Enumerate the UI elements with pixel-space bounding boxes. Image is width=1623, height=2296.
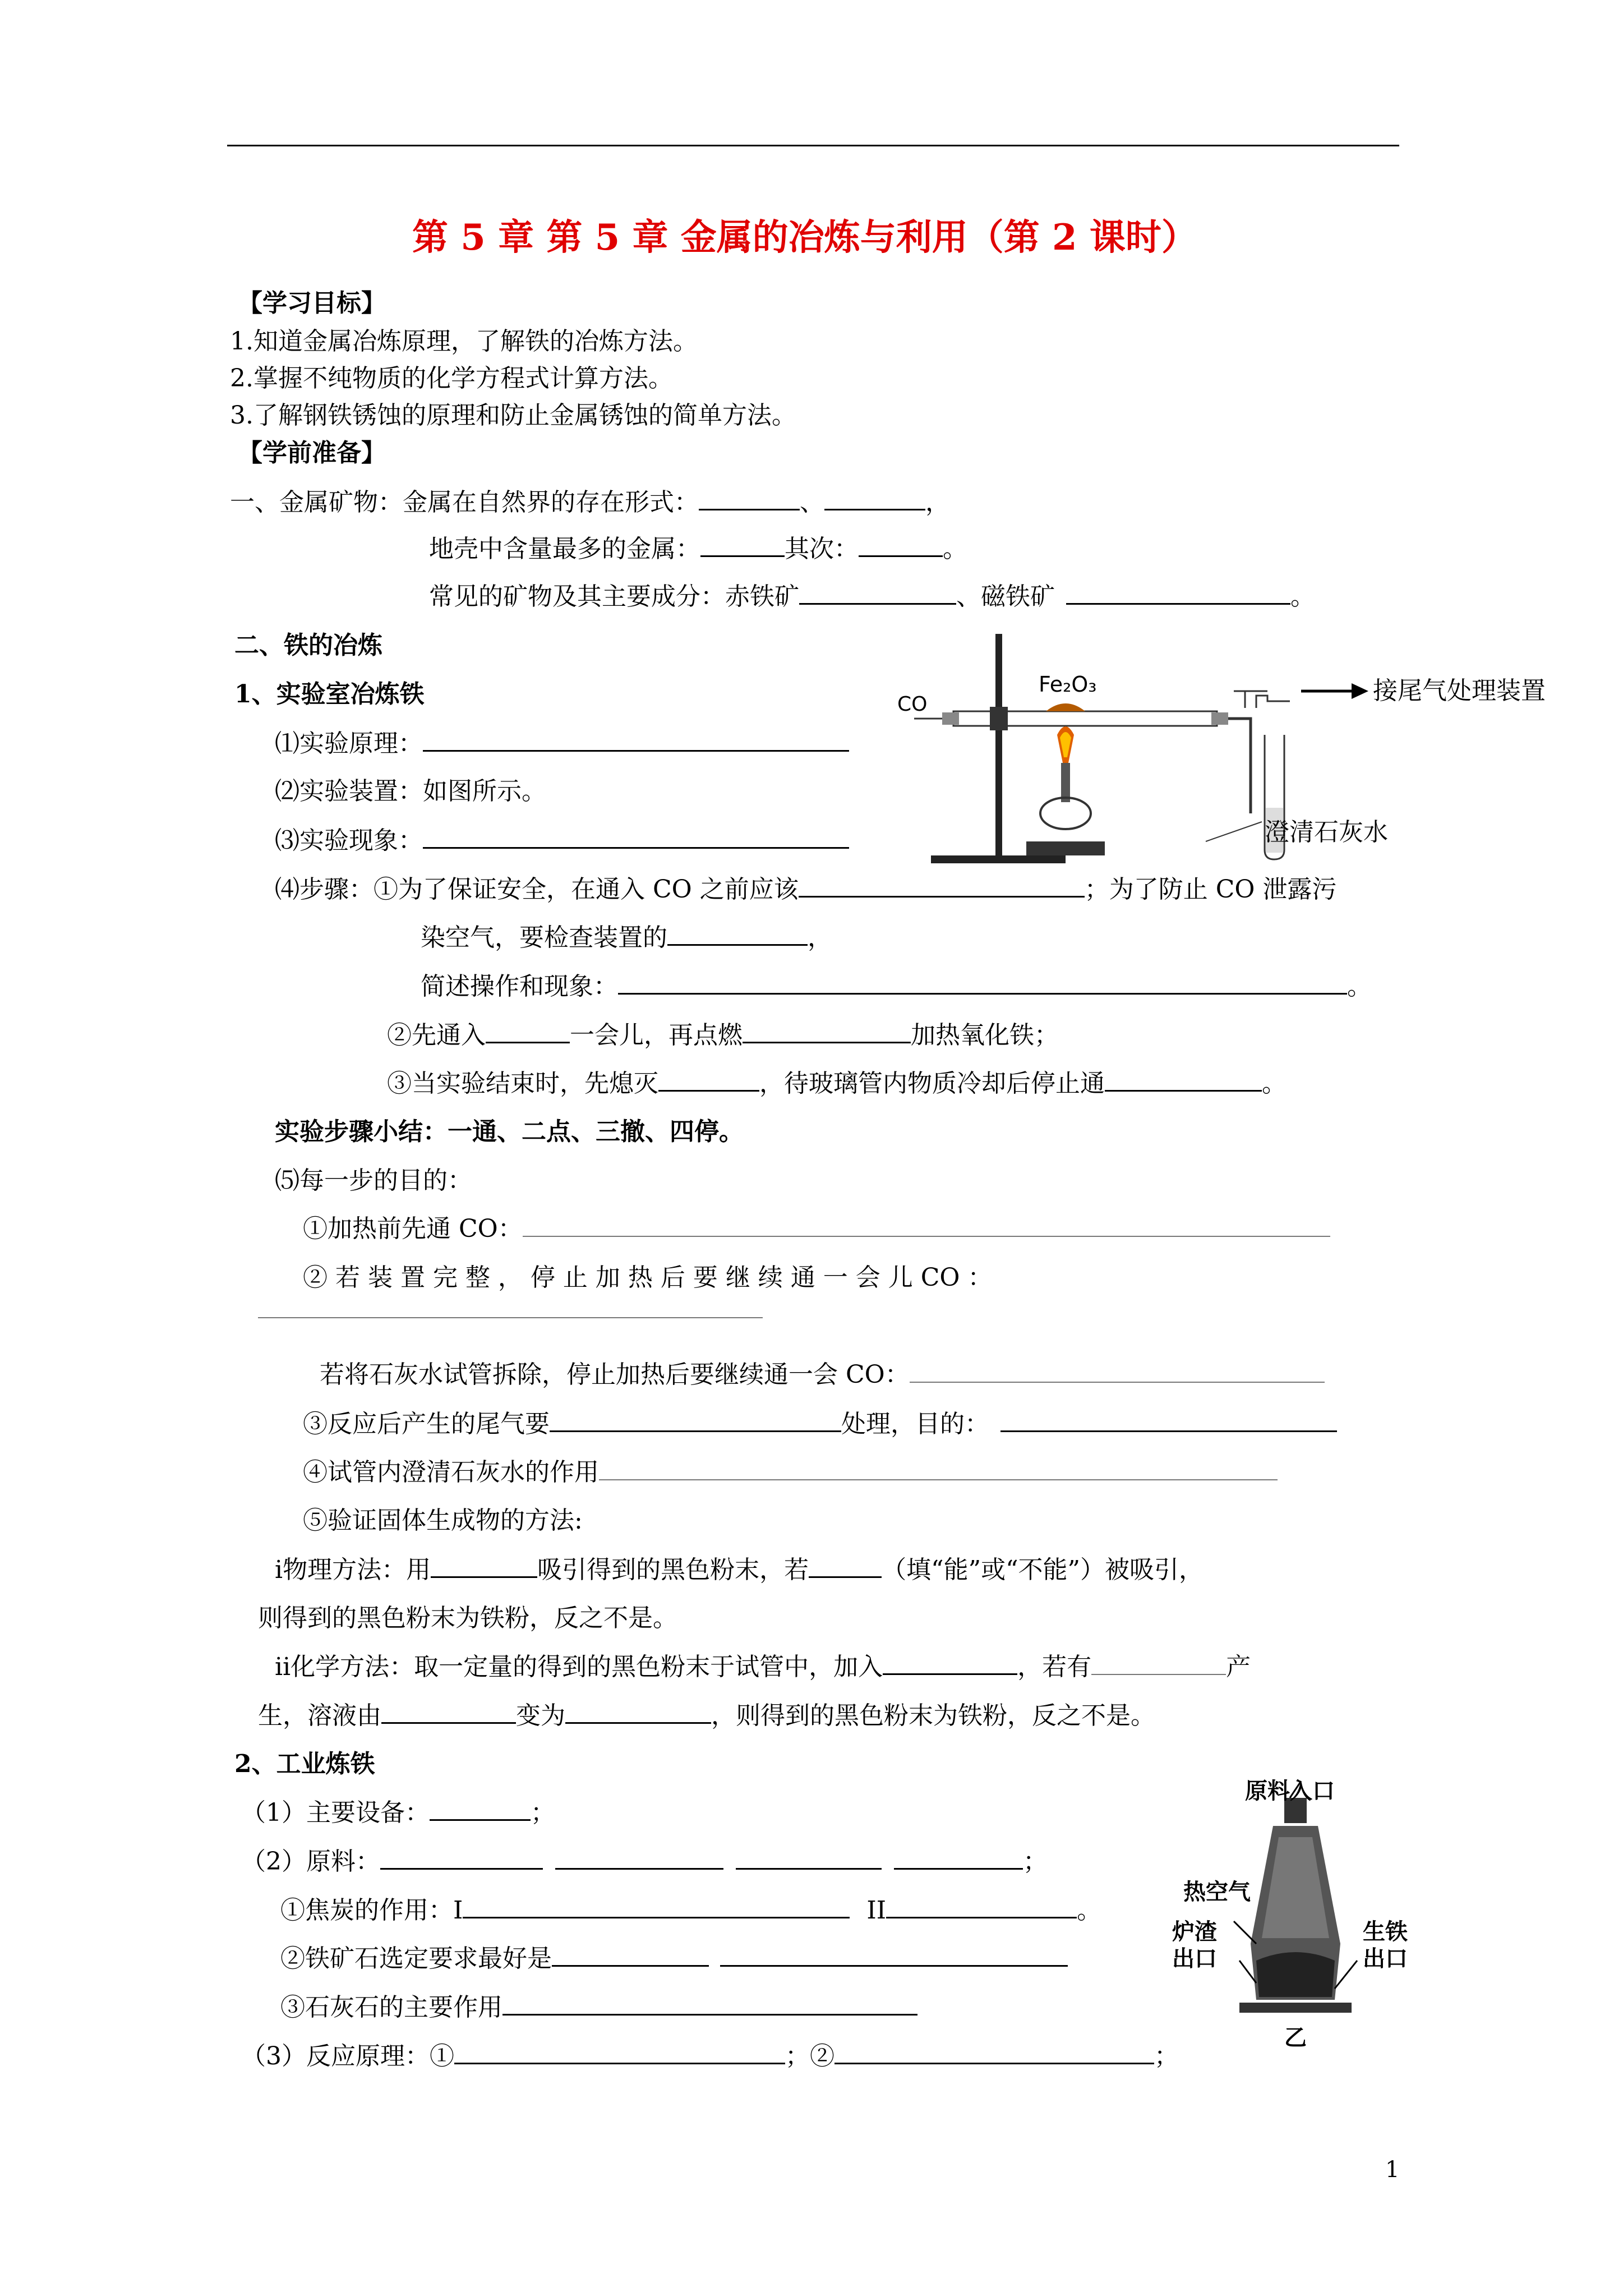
blank[interactable] (799, 873, 1085, 898)
blank[interactable] (555, 1846, 723, 1870)
blank[interactable] (859, 533, 943, 557)
step-4-line-2: 染空气，要检查装置的 ， (421, 922, 832, 954)
blast-furnace-diagram (1172, 1775, 1486, 2067)
blank[interactable] (1000, 1408, 1337, 1432)
step-5-line: ②先通入 一会儿，再点燃 加热氧化铁； (387, 1019, 1059, 1051)
limestone-role-line: ③石灰石的主要作用 (280, 1991, 917, 2023)
tail-gas-label: 接尾气处理装置 (1373, 677, 1546, 705)
co-label: CO (897, 693, 928, 716)
physical-method-line-2: 则得到的黑色粉末为铁粉，反之不是。 (258, 1604, 677, 1632)
blank[interactable] (1091, 1651, 1226, 1675)
blank[interactable] (381, 1700, 516, 1724)
blank[interactable] (423, 728, 849, 752)
blank[interactable] (599, 1457, 1278, 1480)
materials-line: （2）原料： ； (241, 1846, 1048, 1878)
industry-heading: 2、工业炼铁 (234, 1750, 375, 1778)
step-4-line-3: 简述操作和现象： 。 (421, 970, 1372, 1002)
step-6-line: ③当实验结束时，先熄灭 ，待玻璃管内物质冷却后停止通 。 (387, 1068, 1287, 1099)
purpose-3: ③反应后产生的尾气要 处理，目的： (303, 1408, 1337, 1440)
lab-heading: 1、实验室冶炼铁 (234, 680, 425, 708)
phenomenon-line: ⑶实验现象： (275, 825, 849, 857)
blank[interactable] (910, 1359, 1325, 1383)
purpose-2b: 若将石灰水试管拆除，停止加热后要继续通一会 CO： (320, 1359, 1325, 1391)
prep-line-2: 地壳中含量最多的金属： 其次： 。 (429, 533, 967, 565)
blank[interactable] (834, 2040, 1154, 2064)
blank[interactable] (883, 1651, 1017, 1675)
purpose-4: ④试管内澄清石灰水的作用 (303, 1457, 1278, 1488)
goal-item-1: 1.知道金属冶炼原理，了解铁的冶炼方法。 (230, 327, 698, 356)
header-rule (227, 145, 1399, 146)
page-number: 1 (1385, 2157, 1400, 2183)
blank[interactable] (1066, 581, 1290, 605)
equipment-line: （1）主要设备： ； (241, 1797, 555, 1829)
page-title: 第 5 章 第 5 章 金属的冶炼与利用（第 2 课时） (412, 217, 1197, 259)
blank[interactable] (658, 1068, 759, 1092)
prep-heading: 【学前准备】 (238, 439, 386, 467)
blank[interactable] (824, 486, 925, 510)
blank[interactable] (720, 1943, 1068, 1967)
purpose-2: ② 若 装 置 完 整 ， 停 止 加 热 后 要 继 续 通 一 会 儿 CO ： (303, 1263, 993, 1292)
blank[interactable] (423, 825, 849, 849)
physical-method-line-1: ⅰ物理方法：用 吸引得到的黑色粉末，若 （填“能”或“不能”）被吸引， (275, 1554, 1204, 1586)
step-4-line-1: ⑷步骤：①为了保证安全，在通入 CO 之前应该 ；为了防止 CO 泄露污 (275, 873, 1336, 905)
blank[interactable] (894, 1846, 1023, 1870)
blank[interactable] (700, 533, 785, 557)
blank[interactable] (618, 970, 1347, 995)
blank[interactable] (258, 1316, 763, 1318)
fe2o3-label: Fe₂O₃ (1039, 672, 1097, 697)
blank[interactable] (886, 1894, 1077, 1918)
goals-heading: 【学习目标】 (238, 289, 386, 318)
reaction-principle-line: （3）反应原理：① ；② ； (241, 2040, 1179, 2072)
limewater-label: 澄清石灰水 (1265, 818, 1388, 846)
slag-outlet-label: 炉渣出口 (1172, 1919, 1217, 1972)
goal-item-3: 3.了解钢铁锈蚀的原理和防止金属锈蚀的简单方法。 (230, 401, 796, 430)
blank[interactable] (736, 1846, 882, 1870)
steps-summary: 实验步骤小结：一通、二点、三撤、四停。 (275, 1117, 744, 1146)
chemical-method-line-2: 生，溶液由 变为 ，则得到的黑色粉末为铁粉，反之不是。 (258, 1700, 1155, 1732)
blank[interactable] (809, 1554, 882, 1578)
blank[interactable] (431, 1554, 537, 1578)
blank[interactable] (565, 1700, 711, 1724)
blank[interactable] (502, 1991, 917, 2016)
blank[interactable] (486, 1019, 570, 1043)
blank[interactable] (454, 2040, 785, 2064)
inlet-label: 原料入口 (1245, 1778, 1335, 1804)
chemical-method-line-1: ⅱ化学方法：取一定量的得到的黑色粉末于试管中，加入 ，若有 产 (275, 1651, 1251, 1683)
iron-heading: 二、铁的冶炼 (234, 631, 382, 660)
prep-line-3: 常见的矿物及其主要成分：赤铁矿 、磁铁矿 。 (429, 581, 1315, 613)
blank[interactable] (799, 581, 956, 605)
ore-requirement-line: ②铁矿石选定要求最好是 (280, 1943, 1068, 1975)
hot-air-label: 热空气 (1183, 1879, 1251, 1905)
prep-line-1: 一、金属矿物：金属在自然界的存在形式： 、 ， (230, 486, 950, 518)
figure-caption: 乙 (1284, 2025, 1307, 2051)
goal-item-2: 2.掌握不纯物质的化学方程式计算方法。 (230, 364, 673, 393)
blank[interactable] (667, 922, 808, 946)
blank[interactable] (523, 1213, 1330, 1237)
purpose-5: ⑤验证固体生成物的方法: (303, 1506, 583, 1535)
purpose-1: ①加热前先通 CO： (303, 1213, 1330, 1245)
apparatus-diagram (897, 628, 1509, 869)
blank[interactable] (430, 1797, 531, 1821)
blank[interactable] (699, 486, 800, 510)
coke-role-line: ①焦炭的作用：I II 。 (280, 1894, 1101, 1926)
blank[interactable] (743, 1019, 911, 1043)
blank[interactable] (1105, 1068, 1262, 1092)
principle-line: ⑴实验原理： (275, 728, 849, 760)
pig-iron-outlet-label: 生铁出口 (1363, 1919, 1408, 1972)
blank[interactable] (380, 1846, 543, 1870)
blank[interactable] (550, 1408, 841, 1432)
blank[interactable] (552, 1943, 709, 1967)
blank[interactable] (463, 1894, 850, 1918)
lab-apparatus-figure (897, 628, 1546, 869)
blast-furnace-figure (1172, 1775, 1486, 2067)
apparatus-line: ⑵实验装置：如图所示。 (275, 777, 546, 806)
purpose-heading: ⑸每一步的目的： (275, 1166, 472, 1195)
